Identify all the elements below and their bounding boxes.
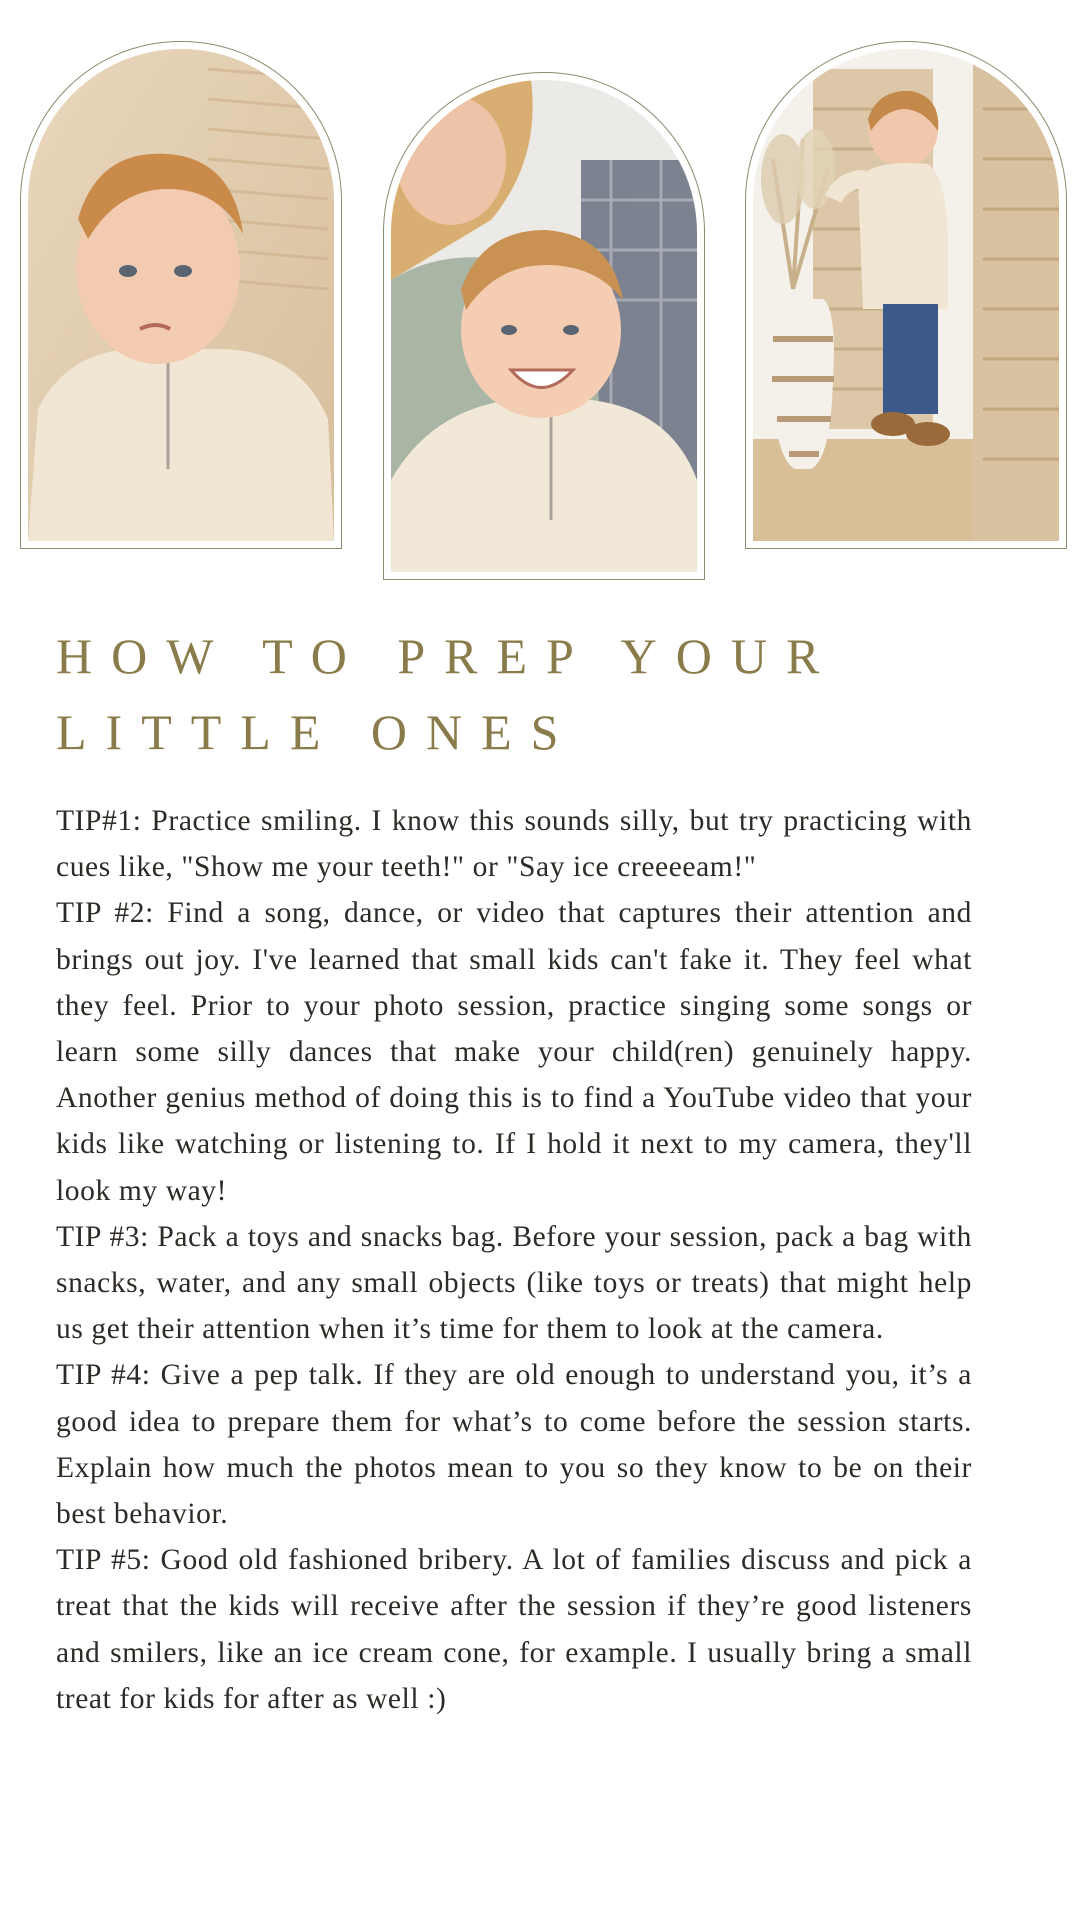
section-heading bbox=[56, 618, 1036, 770]
tip-4: TIP #4: Give a pep talk. If they are old enough to understand you, it’s a good idea to prepare them for what’s to come before the session starts. Explain how much the photos mean to you so they know to be on their best behavior. bbox=[56, 1359, 972, 1531]
tip-2: TIP #2: Find a song, dance, or video that captures their attention and brings out joy. I've learned that small kids can't fake it. They feel what they feel. Prior to your photo session, practice singing some songs or learn some silly dances that make your child(ren) genuinely happy. Another genius method of doing this is to find a YouTube video that your kids like watching or listening to. If I hold it next to my camera, they'll look my way! bbox=[56, 897, 972, 1207]
photo-toddler-sweater bbox=[28, 49, 334, 541]
heading-line-1: HOW TO PREP YOUR bbox=[56, 628, 839, 684]
tip-1: TIP#1: Practice smiling. I know this sounds silly, but try practicing with cues like, "Show me your teeth!" or "Say ice creeeeam!" bbox=[56, 805, 972, 884]
photo-laughing-toddler bbox=[391, 80, 697, 572]
arch-photo-left bbox=[20, 41, 342, 549]
tip-3: TIP #3: Pack a toys and snacks bag. Before your session, pack a bag with snacks, water, and any small objects (like toys or treats) that might help us get their attention when it’s time for them to look at the camera. bbox=[56, 1220, 972, 1346]
arch-photo-right bbox=[745, 41, 1067, 549]
tip-5: TIP #5: Good old fashioned bribery. A lot of families discuss and pick a treat that the kids will receive after the session if they’re good listeners and smilers, like an ice cream cone, for example. I usually bring a small treat for kids for after as well :) bbox=[56, 1544, 972, 1715]
tips-body bbox=[56, 798, 972, 1722]
photo-toddler-standing bbox=[753, 49, 1059, 541]
heading-line-2: LITTLE ONES bbox=[56, 704, 578, 760]
arch-photo-middle bbox=[383, 72, 705, 580]
